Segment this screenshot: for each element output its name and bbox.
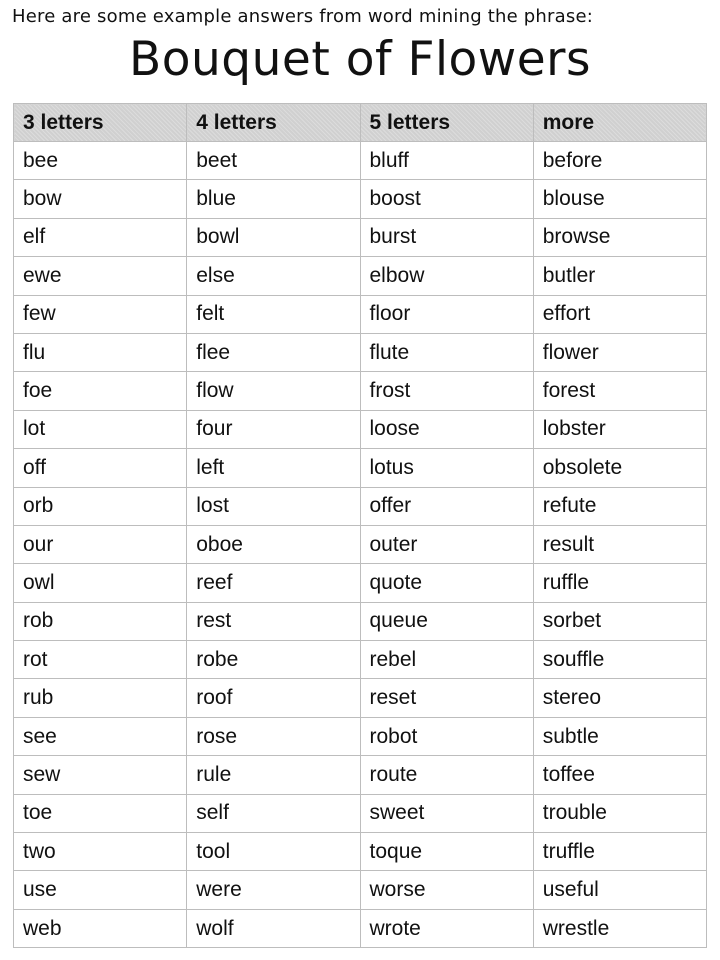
word-cell: rest [187, 602, 360, 640]
column-header: more [533, 104, 706, 142]
column-header: 3 letters [14, 104, 187, 142]
word-cell: rob [14, 602, 187, 640]
word-cell: wolf [187, 909, 360, 947]
table-row [14, 794, 707, 832]
word-cell: effort [533, 295, 706, 333]
word-cell: oboe [187, 525, 360, 563]
word-cell: toque [360, 833, 533, 871]
word-cell: subtle [533, 717, 706, 755]
word-cell: lost [187, 487, 360, 525]
word-cell: toe [14, 794, 187, 832]
word-cell: queue [360, 602, 533, 640]
word-cell: reset [360, 679, 533, 717]
word-cell: rebel [360, 641, 533, 679]
table-row [14, 218, 707, 256]
word-cell: off [14, 449, 187, 487]
word-cell: sweet [360, 794, 533, 832]
table-row [14, 333, 707, 371]
word-cell: rot [14, 641, 187, 679]
word-cell: blouse [533, 180, 706, 218]
word-cell: reef [187, 564, 360, 602]
table-row [14, 410, 707, 448]
word-cell: our [14, 525, 187, 563]
word-cell: robot [360, 717, 533, 755]
word-cell: rub [14, 679, 187, 717]
table-row [14, 257, 707, 295]
word-cell: toffee [533, 756, 706, 794]
word-cell: beet [187, 142, 360, 180]
table-row [14, 180, 707, 218]
word-cell: flow [187, 372, 360, 410]
word-cell: flu [14, 333, 187, 371]
word-cell: elbow [360, 257, 533, 295]
word-cell: use [14, 871, 187, 909]
word-cell: roof [187, 679, 360, 717]
word-cell: sorbet [533, 602, 706, 640]
word-cell: route [360, 756, 533, 794]
word-cell: blue [187, 180, 360, 218]
table-row [14, 833, 707, 871]
word-cell: obsolete [533, 449, 706, 487]
table-row [14, 871, 707, 909]
word-cell: butler [533, 257, 706, 295]
word-cell: felt [187, 295, 360, 333]
word-cell: bee [14, 142, 187, 180]
word-cell: flute [360, 333, 533, 371]
table-row [14, 717, 707, 755]
word-cell: truffle [533, 833, 706, 871]
word-cell: were [187, 871, 360, 909]
table-row [14, 449, 707, 487]
word-cell: offer [360, 487, 533, 525]
word-cell: else [187, 257, 360, 295]
word-cell: before [533, 142, 706, 180]
word-cell: sew [14, 756, 187, 794]
word-cell: flee [187, 333, 360, 371]
word-table [13, 103, 707, 948]
word-cell: outer [360, 525, 533, 563]
table-row [14, 641, 707, 679]
word-cell: bluff [360, 142, 533, 180]
word-cell: wrote [360, 909, 533, 947]
word-cell: forest [533, 372, 706, 410]
word-cell: floor [360, 295, 533, 333]
word-cell: result [533, 525, 706, 563]
word-cell: foe [14, 372, 187, 410]
word-cell: orb [14, 487, 187, 525]
word-cell: four [187, 410, 360, 448]
word-cell: owl [14, 564, 187, 602]
table-row [14, 602, 707, 640]
word-cell: frost [360, 372, 533, 410]
word-cell: worse [360, 871, 533, 909]
table-row [14, 564, 707, 602]
table-row [14, 487, 707, 525]
word-cell: boost [360, 180, 533, 218]
table-row [14, 372, 707, 410]
table-row [14, 756, 707, 794]
word-cell: two [14, 833, 187, 871]
header-row [14, 104, 707, 142]
word-cell: flower [533, 333, 706, 371]
word-cell: web [14, 909, 187, 947]
word-cell: refute [533, 487, 706, 525]
word-cell: burst [360, 218, 533, 256]
page-title: Bouquet of Flowers [129, 32, 591, 87]
table-row [14, 909, 707, 947]
word-cell: left [187, 449, 360, 487]
word-cell: stereo [533, 679, 706, 717]
table-row [14, 295, 707, 333]
word-cell: few [14, 295, 187, 333]
word-cell: loose [360, 410, 533, 448]
word-cell: tool [187, 833, 360, 871]
column-header: 4 letters [187, 104, 360, 142]
word-cell: trouble [533, 794, 706, 832]
word-cell: elf [14, 218, 187, 256]
word-cell: ewe [14, 257, 187, 295]
word-cell: robe [187, 641, 360, 679]
column-header: 5 letters [360, 104, 533, 142]
word-cell: souffle [533, 641, 706, 679]
word-cell: lobster [533, 410, 706, 448]
intro-text: Here are some example answers from word mining the phrase: [12, 6, 593, 27]
word-cell: ruffle [533, 564, 706, 602]
word-cell: lotus [360, 449, 533, 487]
word-cell: rule [187, 756, 360, 794]
word-cell: wrestle [533, 909, 706, 947]
word-cell: lot [14, 410, 187, 448]
word-cell: self [187, 794, 360, 832]
word-cell: bowl [187, 218, 360, 256]
word-cell: rose [187, 717, 360, 755]
word-cell: browse [533, 218, 706, 256]
table-row [14, 679, 707, 717]
word-cell: see [14, 717, 187, 755]
table-row [14, 525, 707, 563]
word-cell: quote [360, 564, 533, 602]
word-cell: bow [14, 180, 187, 218]
word-table-body [14, 142, 707, 948]
table-row [14, 142, 707, 180]
word-cell: useful [533, 871, 706, 909]
